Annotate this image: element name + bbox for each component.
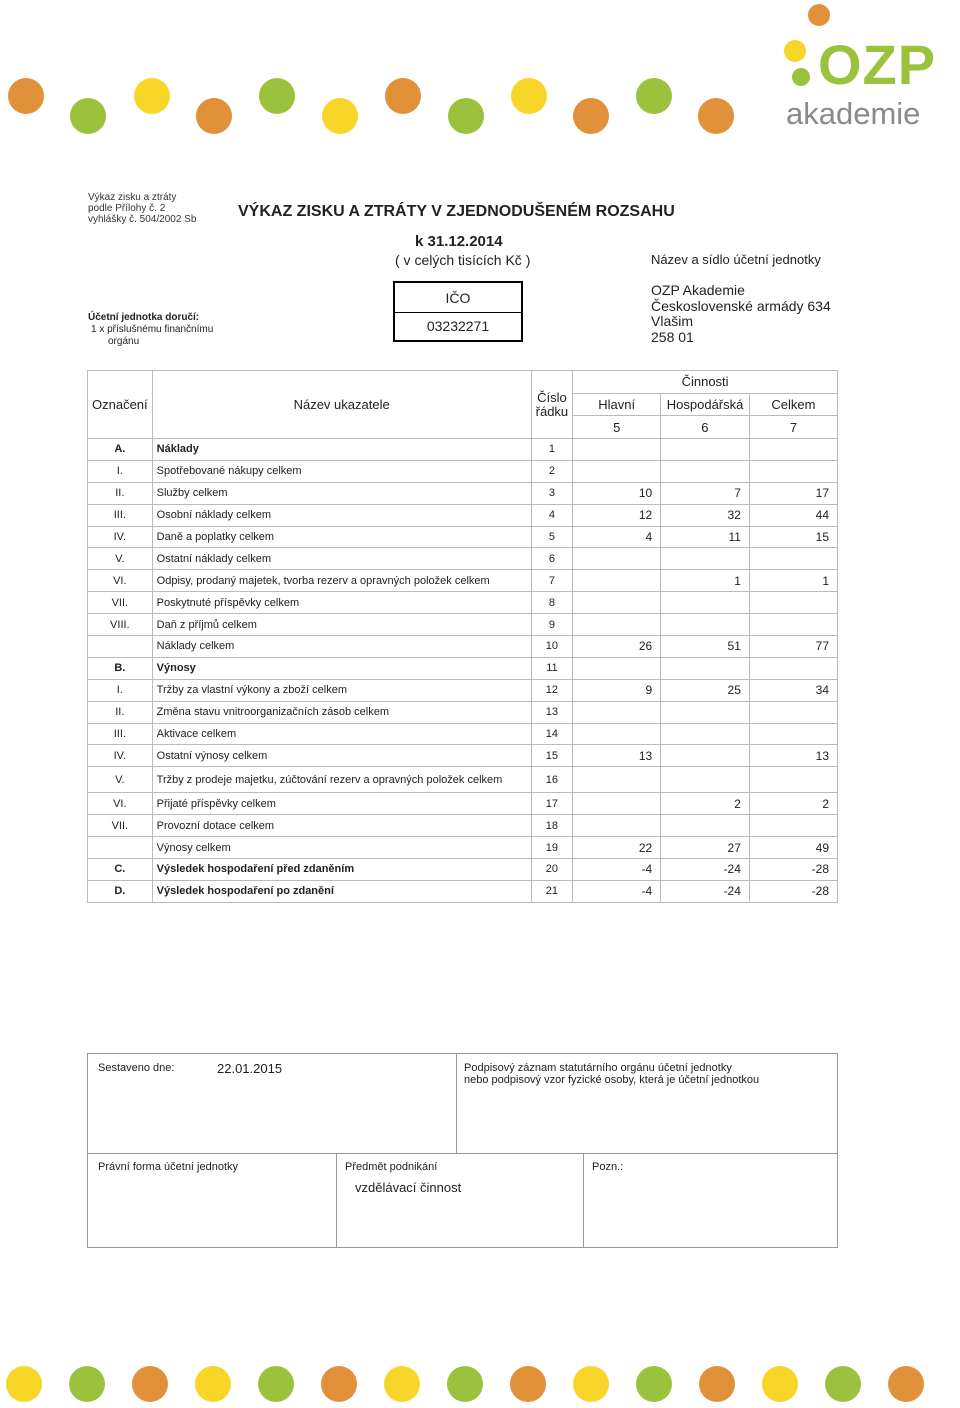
- row-value-total: 1: [749, 570, 837, 592]
- column-header-row-no: [531, 371, 573, 439]
- signature-label-line: nebo podpisový vzor fyzické osoby, která je účetní jednotkou: [464, 1074, 760, 1086]
- recipient-line: orgánu: [108, 336, 140, 347]
- row-number: 21: [531, 880, 573, 902]
- document-units: ( v celých tisících Kč ): [395, 252, 531, 268]
- row-mark: III.: [88, 504, 153, 526]
- row-name: Změna stavu vnitroorganizačních zásob celkem: [152, 701, 531, 723]
- row-value-main: [573, 793, 661, 815]
- table-row: [88, 880, 838, 902]
- row-mark: I.: [88, 460, 153, 482]
- column-number-total: 7: [749, 416, 837, 439]
- row-name: Daně a poplatky celkem: [152, 526, 531, 548]
- row-value-total: [749, 701, 837, 723]
- row-value-economic: 25: [661, 679, 750, 701]
- recipient-title: Účetní jednotka doručí:: [88, 312, 200, 323]
- row-value-economic: 51: [661, 636, 750, 658]
- row-value-economic: [661, 767, 750, 793]
- table-row: [88, 482, 838, 504]
- decor-dot: [636, 1366, 672, 1402]
- table-row: [88, 614, 838, 636]
- signature-label: [464, 1062, 759, 1086]
- row-number: 13: [531, 701, 573, 723]
- legal-basis-line: vyhlášky č. 504/2002 Sb: [88, 214, 197, 225]
- row-name: Daň z příjmů celkem: [152, 614, 531, 636]
- row-name: Provozní dotace celkem: [152, 815, 531, 837]
- decor-dot: [447, 1366, 483, 1402]
- decor-dot: [258, 1366, 294, 1402]
- row-mark: VIII.: [88, 614, 153, 636]
- ico-value: 03232271: [426, 318, 490, 334]
- row-value-economic: 2: [661, 793, 750, 815]
- row-value-total: [749, 767, 837, 793]
- logo-dot-orange: [808, 4, 830, 26]
- decor-dot: [888, 1366, 924, 1402]
- row-value-main: [573, 723, 661, 745]
- row-value-main: -4: [573, 859, 661, 881]
- legal-basis: [88, 192, 196, 225]
- row-mark: IV.: [88, 745, 153, 767]
- column-header-main: Hlavní: [573, 393, 661, 416]
- decor-dot: [699, 1366, 735, 1402]
- row-name: Výsledek hospodaření před zdaněním: [152, 859, 531, 881]
- decor-dot: [6, 1366, 42, 1402]
- divider: [88, 1153, 837, 1154]
- row-value-total: 44: [749, 504, 837, 526]
- row-value-total: 13: [749, 745, 837, 767]
- row-value-main: [573, 592, 661, 614]
- row-value-total: 2: [749, 793, 837, 815]
- row-number: 11: [531, 657, 573, 679]
- row-name: Tržby z prodeje majetku, zúčtování rezerv a opravných položek celkem: [152, 767, 531, 793]
- column-group-activities: Činnosti: [573, 371, 838, 394]
- table-row: [88, 745, 838, 767]
- compiled-date: 22.01.2015: [217, 1061, 283, 1076]
- row-value-total: [749, 723, 837, 745]
- decor-dot: [132, 1366, 168, 1402]
- decor-dot: [573, 98, 609, 134]
- decor-dot: [698, 98, 734, 134]
- row-value-main: [573, 657, 661, 679]
- row-value-economic: [661, 657, 750, 679]
- entity-seat-label: Název a sídlo účetní jednotky: [651, 252, 821, 267]
- row-value-main: [573, 701, 661, 723]
- row-value-main: [573, 570, 661, 592]
- row-mark: C.: [88, 859, 153, 881]
- row-value-economic: [661, 614, 750, 636]
- recipient-note: [88, 312, 213, 348]
- entity-address: [651, 283, 831, 345]
- row-value-main: 9: [573, 679, 661, 701]
- row-value-main: [573, 548, 661, 570]
- row-mark: [88, 837, 153, 859]
- row-mark: II.: [88, 482, 153, 504]
- row-value-total: [749, 592, 837, 614]
- row-value-total: [749, 657, 837, 679]
- row-value-total: [749, 548, 837, 570]
- ico-box: [393, 281, 523, 342]
- row-value-total: [749, 460, 837, 482]
- row-mark: V.: [88, 548, 153, 570]
- row-number: 4: [531, 504, 573, 526]
- row-number: 20: [531, 859, 573, 881]
- row-value-main: [573, 439, 661, 461]
- table-row: [88, 526, 838, 548]
- table-row: [88, 636, 838, 658]
- decor-dot: [385, 78, 421, 114]
- column-header-row-no-line: Číslo: [537, 389, 567, 405]
- entity-street: Československé armády 634: [651, 297, 831, 314]
- table-row: [88, 701, 838, 723]
- row-name: Spotřebované nákupy celkem: [152, 460, 531, 482]
- row-value-main: 10: [573, 482, 661, 504]
- row-value-total: 49: [749, 837, 837, 859]
- row-number: 9: [531, 614, 573, 636]
- row-value-main: [573, 815, 661, 837]
- row-number: 17: [531, 793, 573, 815]
- row-number: 16: [531, 767, 573, 793]
- row-value-economic: [661, 439, 750, 461]
- business-value: vzdělávací činnost: [355, 1180, 462, 1195]
- decor-dot: [636, 78, 672, 114]
- row-value-main: -4: [573, 880, 661, 902]
- table-row: [88, 793, 838, 815]
- entity-city: Vlašim: [651, 313, 694, 329]
- column-header-total: Celkem: [749, 393, 837, 416]
- row-number: 1: [531, 439, 573, 461]
- table-row: [88, 592, 838, 614]
- decor-dot: [321, 1366, 357, 1402]
- row-mark: VI.: [88, 793, 153, 815]
- row-mark: I.: [88, 679, 153, 701]
- row-value-total: 77: [749, 636, 837, 658]
- bottom-dot-row: [0, 1366, 960, 1406]
- row-value-economic: [661, 592, 750, 614]
- row-mark: V.: [88, 767, 153, 793]
- row-number: 6: [531, 548, 573, 570]
- row-value-economic: 27: [661, 837, 750, 859]
- row-name: Ostatní náklady celkem: [152, 548, 531, 570]
- divider: [583, 1153, 584, 1247]
- row-value-economic: [661, 460, 750, 482]
- row-value-total: [749, 614, 837, 636]
- row-number: 18: [531, 815, 573, 837]
- column-header-name: Název ukazatele: [152, 371, 531, 439]
- row-name: Odpisy, prodaný majetek, tvorba rezerv a opravných položek celkem: [152, 570, 531, 592]
- row-number: 14: [531, 723, 573, 745]
- row-name: Výnosy: [152, 657, 531, 679]
- logo-text: OZP: [818, 33, 937, 96]
- table-row: [88, 679, 838, 701]
- row-value-economic: [661, 745, 750, 767]
- row-value-economic: 1: [661, 570, 750, 592]
- row-mark: II.: [88, 701, 153, 723]
- decor-dot: [511, 78, 547, 114]
- row-number: 19: [531, 837, 573, 859]
- signature-label-line: Podpisový záznam statutárního orgánu účetní jednotky: [464, 1062, 732, 1074]
- decor-dot: [196, 98, 232, 134]
- ico-label: IČO: [395, 283, 521, 313]
- table-header-row: [88, 371, 838, 394]
- row-number: 12: [531, 679, 573, 701]
- divider: [336, 1153, 337, 1247]
- column-header-mark: Označení: [88, 371, 153, 439]
- row-name: Přijaté příspěvky celkem: [152, 793, 531, 815]
- row-name: Aktivace celkem: [152, 723, 531, 745]
- table-row: [88, 439, 838, 461]
- legal-form-label: Právní forma účetní jednotky: [98, 1161, 239, 1173]
- document-title: VÝKAZ ZISKU A ZTRÁTY V ZJEDNODUŠENÉM ROZSAHU: [238, 203, 675, 220]
- row-value-main: 26: [573, 636, 661, 658]
- row-value-main: [573, 460, 661, 482]
- row-mark: III.: [88, 723, 153, 745]
- row-value-total: [749, 815, 837, 837]
- logo-subtitle: akademie: [786, 96, 921, 131]
- row-mark: VII.: [88, 592, 153, 614]
- decor-dot: [448, 98, 484, 134]
- row-value-total: -28: [749, 859, 837, 881]
- divider: [456, 1054, 457, 1154]
- table-row: [88, 548, 838, 570]
- row-value-main: [573, 614, 661, 636]
- row-name: Služby celkem: [152, 482, 531, 504]
- row-value-total: -28: [749, 880, 837, 902]
- row-number: 7: [531, 570, 573, 592]
- decor-dot: [70, 98, 106, 134]
- column-number-main: 5: [573, 416, 661, 439]
- table-row: [88, 723, 838, 745]
- row-mark: B.: [88, 657, 153, 679]
- row-value-main: 12: [573, 504, 661, 526]
- decor-dot: [510, 1366, 546, 1402]
- row-name: Osobní náklady celkem: [152, 504, 531, 526]
- row-mark: D.: [88, 880, 153, 902]
- decor-dot: [384, 1366, 420, 1402]
- decor-dot: [134, 78, 170, 114]
- decor-dot: [8, 78, 44, 114]
- legal-basis-line: podle Přílohy č. 2: [88, 203, 166, 214]
- signature-block: [87, 1053, 838, 1248]
- table-row: [88, 504, 838, 526]
- row-number: 5: [531, 526, 573, 548]
- row-mark: IV.: [88, 526, 153, 548]
- row-value-economic: -24: [661, 859, 750, 881]
- row-value-total: [749, 439, 837, 461]
- table-row: [88, 460, 838, 482]
- row-value-total: 34: [749, 679, 837, 701]
- recipient-line: 1 x příslušnému finančnímu: [91, 324, 214, 335]
- row-name: Poskytnuté příspěvky celkem: [152, 592, 531, 614]
- row-name: Náklady: [152, 439, 531, 461]
- table-row: [88, 657, 838, 679]
- ozp-akademie-logo: [782, 4, 958, 132]
- row-number: 8: [531, 592, 573, 614]
- row-mark: VII.: [88, 815, 153, 837]
- row-number: 15: [531, 745, 573, 767]
- row-name: Ostatní výnosy celkem: [152, 745, 531, 767]
- decor-dot: [762, 1366, 798, 1402]
- column-header-row-no-line: řádku: [535, 403, 569, 419]
- row-value-economic: 7: [661, 482, 750, 504]
- row-value-economic: -24: [661, 880, 750, 902]
- table-row: [88, 859, 838, 881]
- logo-dot-green: [792, 68, 810, 86]
- decor-dot: [573, 1366, 609, 1402]
- row-value-economic: [661, 701, 750, 723]
- decor-dot: [69, 1366, 105, 1402]
- row-number: 2: [531, 460, 573, 482]
- table-row: [88, 570, 838, 592]
- row-number: 3: [531, 482, 573, 504]
- row-value-total: 17: [749, 482, 837, 504]
- row-value-economic: 32: [661, 504, 750, 526]
- table-row: [88, 837, 838, 859]
- row-value-total: 15: [749, 526, 837, 548]
- row-value-main: 4: [573, 526, 661, 548]
- row-value-economic: 11: [661, 526, 750, 548]
- row-mark: [88, 636, 153, 658]
- row-value-economic: [661, 548, 750, 570]
- business-label: Předmět podnikání: [345, 1161, 438, 1173]
- row-name: Výnosy celkem: [152, 837, 531, 859]
- profit-loss-table: [87, 370, 838, 903]
- decor-dot: [322, 98, 358, 134]
- row-mark: VI.: [88, 570, 153, 592]
- decor-dot: [259, 78, 295, 114]
- entity-zip: 258 01: [651, 328, 694, 345]
- row-number: 10: [531, 636, 573, 658]
- row-mark: A.: [88, 439, 153, 461]
- row-name: Náklady celkem: [152, 636, 531, 658]
- row-value-main: 22: [573, 837, 661, 859]
- decor-dot: [195, 1366, 231, 1402]
- row-value-main: 13: [573, 745, 661, 767]
- compiled-label: Sestaveno dne:: [98, 1062, 175, 1074]
- table-row: [88, 815, 838, 837]
- note-label: Pozn.:: [592, 1161, 624, 1173]
- column-number-economic: 6: [661, 416, 750, 439]
- row-name: Tržby za vlastní výkony a zboží celkem: [152, 679, 531, 701]
- entity-name: OZP Akademie: [651, 282, 745, 298]
- row-value-main: [573, 767, 661, 793]
- legal-basis-line: Výkaz zisku a ztráty: [88, 192, 177, 203]
- column-header-economic: Hospodářská: [661, 393, 750, 416]
- row-name: Výsledek hospodaření po zdanění: [152, 880, 531, 902]
- table-row: [88, 767, 838, 793]
- row-value-economic: [661, 815, 750, 837]
- logo-dot-yellow: [784, 40, 806, 62]
- document-date: k 31.12.2014: [415, 233, 503, 250]
- decor-dot: [825, 1366, 861, 1402]
- row-value-economic: [661, 723, 750, 745]
